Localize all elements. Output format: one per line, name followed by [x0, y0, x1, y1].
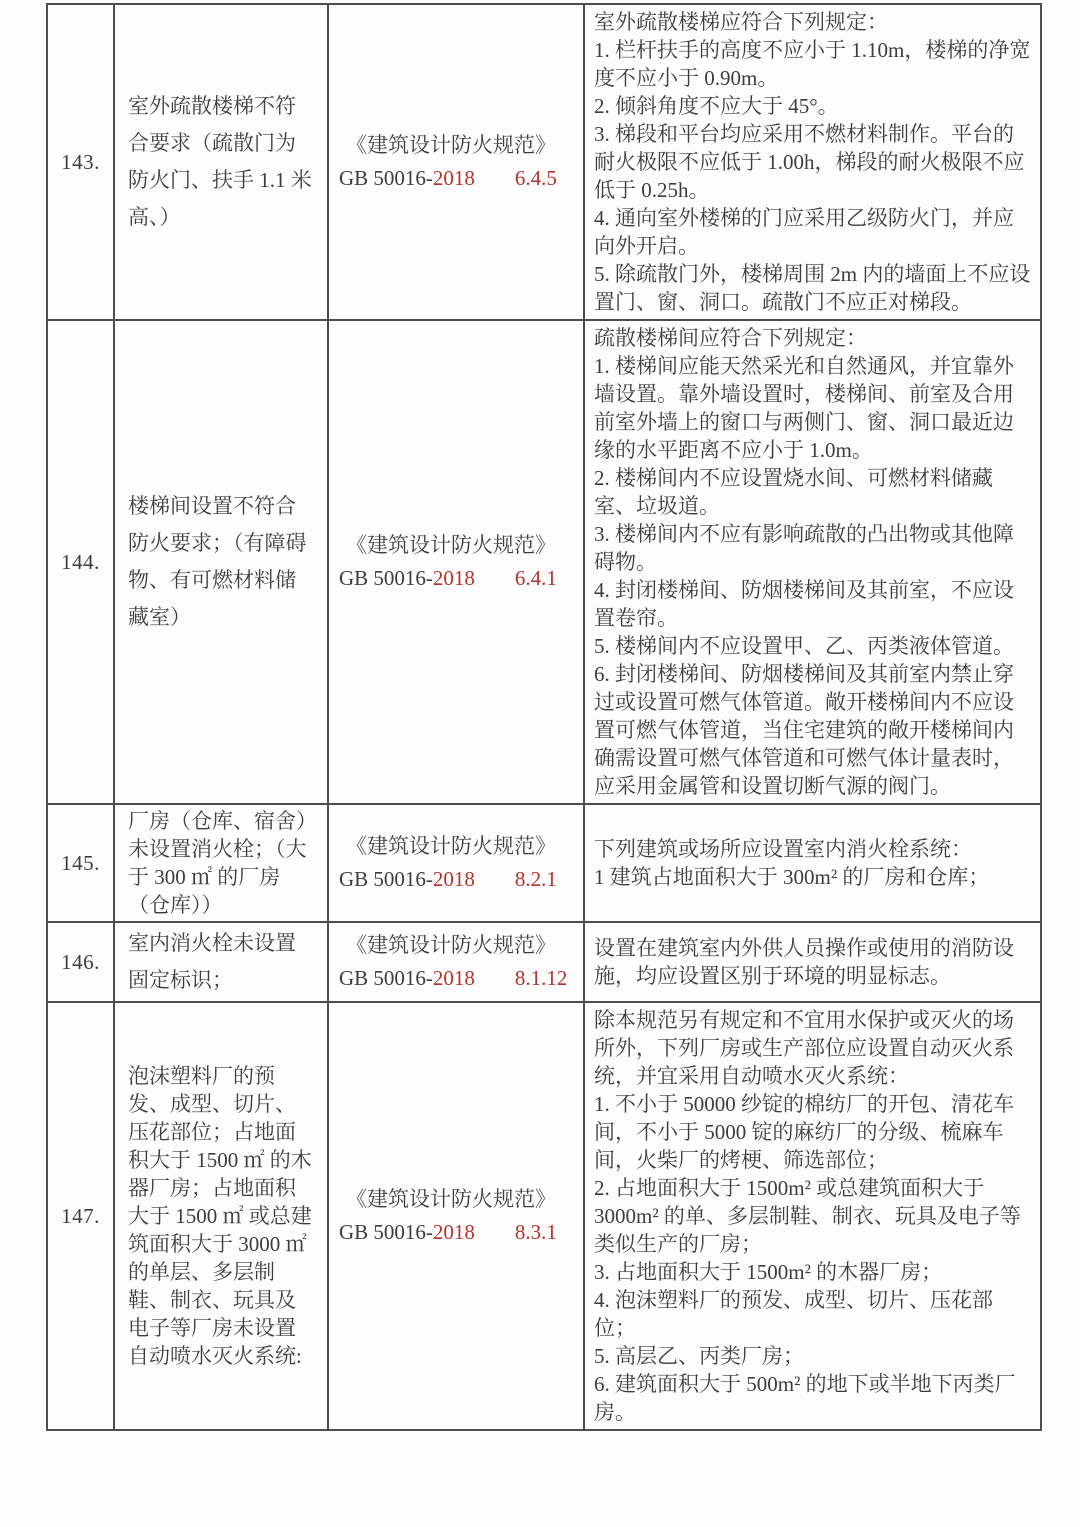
regulation-code: GB 50016- — [339, 867, 433, 891]
regulation-code-line — [339, 863, 577, 896]
detail-paragraph: 5. 高层乙、丙类厂房； — [594, 1344, 804, 1368]
requirement-detail-cell — [584, 804, 1041, 922]
regulation-code-line — [339, 962, 577, 995]
requirement-detail-cell — [584, 4, 1041, 320]
table-row — [47, 922, 1041, 1002]
requirement-detail-cell — [584, 1002, 1041, 1430]
issue-description: 厂房（仓库、宿舍）未设置消火栓；（大于 300 ㎡ 的厂房（仓库）） — [114, 804, 328, 922]
fire-code-violation-table — [46, 3, 1042, 1431]
detail-paragraph: 1. 栏杆扶手的高度不应小于 1.10m，楼梯的净宽度不应小于 0.90m。 — [594, 38, 1031, 90]
detail-paragraph: 1. 不小于 50000 纱锭的棉纺厂的开包、清花车间，不小于 5000 锭的麻纺厂的分级、梳麻车间，火柴厂的烤梗、筛选部位； — [594, 1092, 1014, 1172]
issue-description: 室外疏散楼梯不符合要求（疏散门为防火门、扶手 1.1 米高、） — [114, 4, 328, 320]
row-number: 145. — [47, 804, 114, 922]
detail-paragraph: 下列建筑或场所应设置室内消火栓系统： — [594, 837, 972, 861]
detail-paragraph: 2. 楼梯间内不应设置烧水间、可燃材料储藏室、垃圾道。 — [594, 466, 993, 518]
regulation-code-line — [339, 162, 577, 195]
detail-paragraph: 4. 通向室外楼梯的门应采用乙级防火门，并应向外开启。 — [594, 206, 1014, 258]
regulation-title: 《建筑设计防火规范》 — [346, 533, 556, 557]
regulation-section: 8.2.1 — [514, 867, 557, 891]
regulation-cell — [328, 804, 584, 922]
row-number: 144. — [47, 320, 114, 804]
detail-paragraph: 3. 占地面积大于 1500m² 的木器厂房； — [594, 1260, 943, 1284]
detail-paragraph: 4. 封闭楼梯间、防烟楼梯间及其前室，不应设置卷帘。 — [594, 578, 1014, 630]
regulation-cell — [328, 320, 584, 804]
issue-description: 楼梯间设置不符合防火要求；（有障碍物、有可燃材料储藏室） — [114, 320, 328, 804]
regulation-cell — [328, 922, 584, 1002]
detail-paragraph: 5. 除疏散门外，楼梯周围 2m 内的墙面上不应设置门、窗、洞口。疏散门不应正对梯段。 — [594, 262, 1031, 314]
detail-paragraph: 室外疏散楼梯应符合下列规定： — [594, 10, 888, 34]
detail-paragraph: 1. 楼梯间应能天然采光和自然通风，并宜靠外墙设置。靠外墙设置时，楼梯间、前室及合用前室外墙上的窗口与两侧门、窗、洞口最近边缘的水平距离不应小于 1.0m。 — [594, 354, 1014, 462]
table-row — [47, 320, 1041, 804]
detail-paragraph: 6. 建筑面积大于 500m² 的地下或半地下丙类厂房。 — [594, 1372, 1016, 1424]
regulation-year: 2018 — [432, 1220, 475, 1244]
detail-paragraph: 设置在建筑室内外供人员操作或使用的消防设施，均应设置区别于环境的明显标志。 — [594, 936, 1014, 988]
regulation-section: 8.3.1 — [514, 1220, 557, 1244]
regulation-section: 6.4.1 — [514, 566, 557, 590]
regulation-year: 2018 — [432, 867, 475, 891]
detail-paragraph: 3. 楼梯间内不应有影响疏散的凸出物或其他障碍物。 — [594, 522, 1014, 574]
regulation-title: 《建筑设计防火规范》 — [346, 834, 556, 858]
regulation-title: 《建筑设计防火规范》 — [346, 933, 556, 957]
detail-paragraph: 4. 泡沫塑料厂的预发、成型、切片、压花部位； — [594, 1288, 993, 1340]
detail-paragraph: 1 建筑占地面积大于 300m² 的厂房和仓库； — [594, 865, 990, 889]
detail-paragraph: 2. 倾斜角度不应大于 45°。 — [594, 94, 839, 118]
regulation-cell — [328, 4, 584, 320]
issue-description: 室内消火栓未设置固定标识； — [114, 922, 328, 1002]
regulation-year: 2018 — [432, 566, 475, 590]
detail-paragraph: 5. 楼梯间内不应设置甲、乙、丙类液体管道。 — [594, 634, 1014, 658]
regulation-code-line — [339, 1216, 577, 1249]
row-number: 143. — [47, 4, 114, 320]
table-row — [47, 1002, 1041, 1430]
detail-paragraph: 除本规范另有规定和不宜用水保护或灭火的场所外，下列厂房或生产部位应设置自动灭火系统，并宜采用自动喷水灭火系统： — [594, 1008, 1014, 1088]
regulation-year: 2018 — [432, 966, 475, 990]
regulation-section: 6.4.5 — [514, 166, 557, 190]
issue-description: 泡沫塑料厂的预发、成型、切片、压花部位；占地面积大于 1500 ㎡ 的木器厂房；占地面积大于 1500 ㎡ 或总建筑面积大于 3000 ㎡ 的单层、多层制鞋、制衣、玩具及电子等厂房未设置自动喷水灭火系统: — [114, 1002, 328, 1430]
regulation-code: GB 50016- — [339, 966, 433, 990]
detail-paragraph: 6. 封闭楼梯间、防烟楼梯间及其前室内禁止穿过或设置可燃气体管道。敞开楼梯间内不应设置可燃气体管道，当住宅建筑的敞开楼梯间内确需设置可燃气体管道和可燃气体计量表时，应采用金属管和设置切断气源的阀门。 — [594, 662, 1014, 798]
regulation-code: GB 50016- — [339, 166, 433, 190]
detail-paragraph: 2. 占地面积大于 1500m² 或总建筑面积大于 3000m² 的单、多层制鞋、制衣、玩具及电子等类似生产的厂房； — [594, 1176, 1021, 1256]
table-row — [47, 4, 1041, 320]
regulation-year: 2018 — [432, 166, 475, 190]
requirement-detail-cell — [584, 320, 1041, 804]
detail-paragraph: 3. 梯段和平台均应采用不燃材料制作。平台的耐火极限不应低于 1.00h，梯段的耐火极限不应低于 0.25h。 — [594, 122, 1025, 202]
row-number: 146. — [47, 922, 114, 1002]
regulation-code: GB 50016- — [339, 1220, 433, 1244]
regulation-code-line — [339, 562, 577, 595]
regulation-cell — [328, 1002, 584, 1430]
regulation-title: 《建筑设计防火规范》 — [346, 1187, 556, 1211]
detail-paragraph: 疏散楼梯间应符合下列规定： — [594, 326, 867, 350]
requirement-detail-cell — [584, 922, 1041, 1002]
table-row — [47, 804, 1041, 922]
regulation-title: 《建筑设计防火规范》 — [346, 133, 556, 157]
regulation-code: GB 50016- — [339, 566, 433, 590]
row-number: 147. — [47, 1002, 114, 1430]
regulation-section: 8.1.12 — [514, 966, 568, 990]
